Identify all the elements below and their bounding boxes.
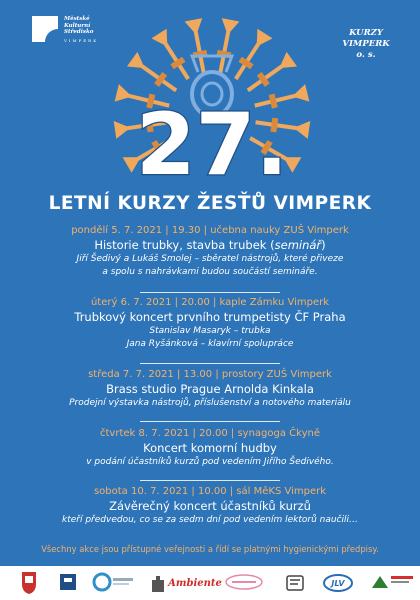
trumpet-icon (185, 18, 213, 74)
event-1-line-1: Jiří Šedivý a Lukáš Smolej – sběratel nástrojů, které přiveze (76, 254, 344, 264)
ambiente-logo: Ambiente (168, 578, 222, 589)
divider (140, 292, 280, 293)
event-5-title: Závěrečný koncert účastníků kurzů (109, 499, 311, 513)
national-park-logo-icon (372, 576, 413, 588)
event-2-line-1: Stanislav Masaryk – trubka (149, 326, 271, 336)
organizer-line-1: KURZY (349, 28, 383, 38)
castle-logo-icon (152, 576, 164, 592)
restaurant-logo-icon (226, 575, 262, 589)
meks-logo (32, 16, 98, 44)
event-5 (6, 485, 414, 527)
footnote: Všechny akce jsou přístupné veřejnosti a řídí se platnými hygienickými předpisy. (41, 544, 379, 554)
trumpet-wreath-emblem (112, 16, 312, 192)
divider (140, 363, 280, 364)
event-5-line-1: kteří předvedou, co se za sedm dní pod vedením lektorů naučili… (61, 515, 359, 525)
event-2-date: úterý 6. 7. 2021 | 20.00 | kaple Zámku Vimperk (90, 297, 330, 308)
event-3-title: Brass studio Prague Arnolda Kinkala (106, 382, 314, 396)
region-logo-icon (94, 574, 133, 590)
divider (140, 480, 280, 481)
edition-number: 27. (135, 95, 289, 192)
organizer-line-3: o. s. (356, 50, 376, 60)
logo-line-1: Městské (64, 16, 90, 22)
event-3-line-1: Prodejní výstavka nástrojů, příslušenství a notového materiálu (69, 398, 351, 408)
event-3-date: středa 7. 7. 2021 | 13.00 | prostory ZUŠ Vimperk (88, 369, 332, 380)
event-4-date: čtvrtek 8. 7. 2021 | 20.00 | synagoga Čkyně (100, 428, 320, 439)
event-5-date: sobota 10. 7. 2021 | 10.00 | sál MěKS Vimperk (93, 486, 327, 497)
divider (140, 421, 280, 422)
event-4-title: Koncert komorní hudby (143, 441, 277, 455)
event-2 (6, 296, 414, 350)
event-4-line-1: v podání účastníků kurzů pod vedením Jiřího Šedivého. (86, 457, 334, 467)
trumpet-icon (211, 18, 239, 74)
town-crest-icon (22, 572, 36, 594)
event-1-title: Historie trubky, stavba trubek (seminář) (94, 238, 326, 252)
logo-line-3: Středisko (64, 29, 94, 35)
school-logo-icon (287, 576, 303, 590)
event-1-date: pondělí 5. 7. 2021 | 19.30 | učebna nauky ZUŠ Vimperk (71, 225, 349, 236)
logo-subtitle: VIMPERK (64, 37, 99, 43)
organizer-line-2: VIMPERK (342, 39, 390, 49)
logo-line-2: Kulturní (64, 22, 91, 29)
page-title: LETNÍ KURZY ŽESŤŮ VIMPERK (48, 193, 372, 214)
jlv-logo-text: JLV (331, 579, 345, 588)
tv-logo-icon (60, 574, 76, 590)
event-2-title: Trubkový koncert prvního trumpetisty ČF Praha (74, 310, 346, 324)
event-2-line-2: Jana Ryšánková – klavírní spolupráce (126, 338, 294, 349)
event-1-line-2: a spolu s nahrávkami budou součástí semináře. (102, 266, 318, 277)
event-3 (6, 368, 414, 410)
sponsor-logos-strip (0, 566, 420, 600)
event-4 (6, 427, 414, 469)
event-1 (6, 224, 414, 278)
meks-logo-icon (32, 16, 58, 42)
organizer-label (326, 28, 406, 61)
